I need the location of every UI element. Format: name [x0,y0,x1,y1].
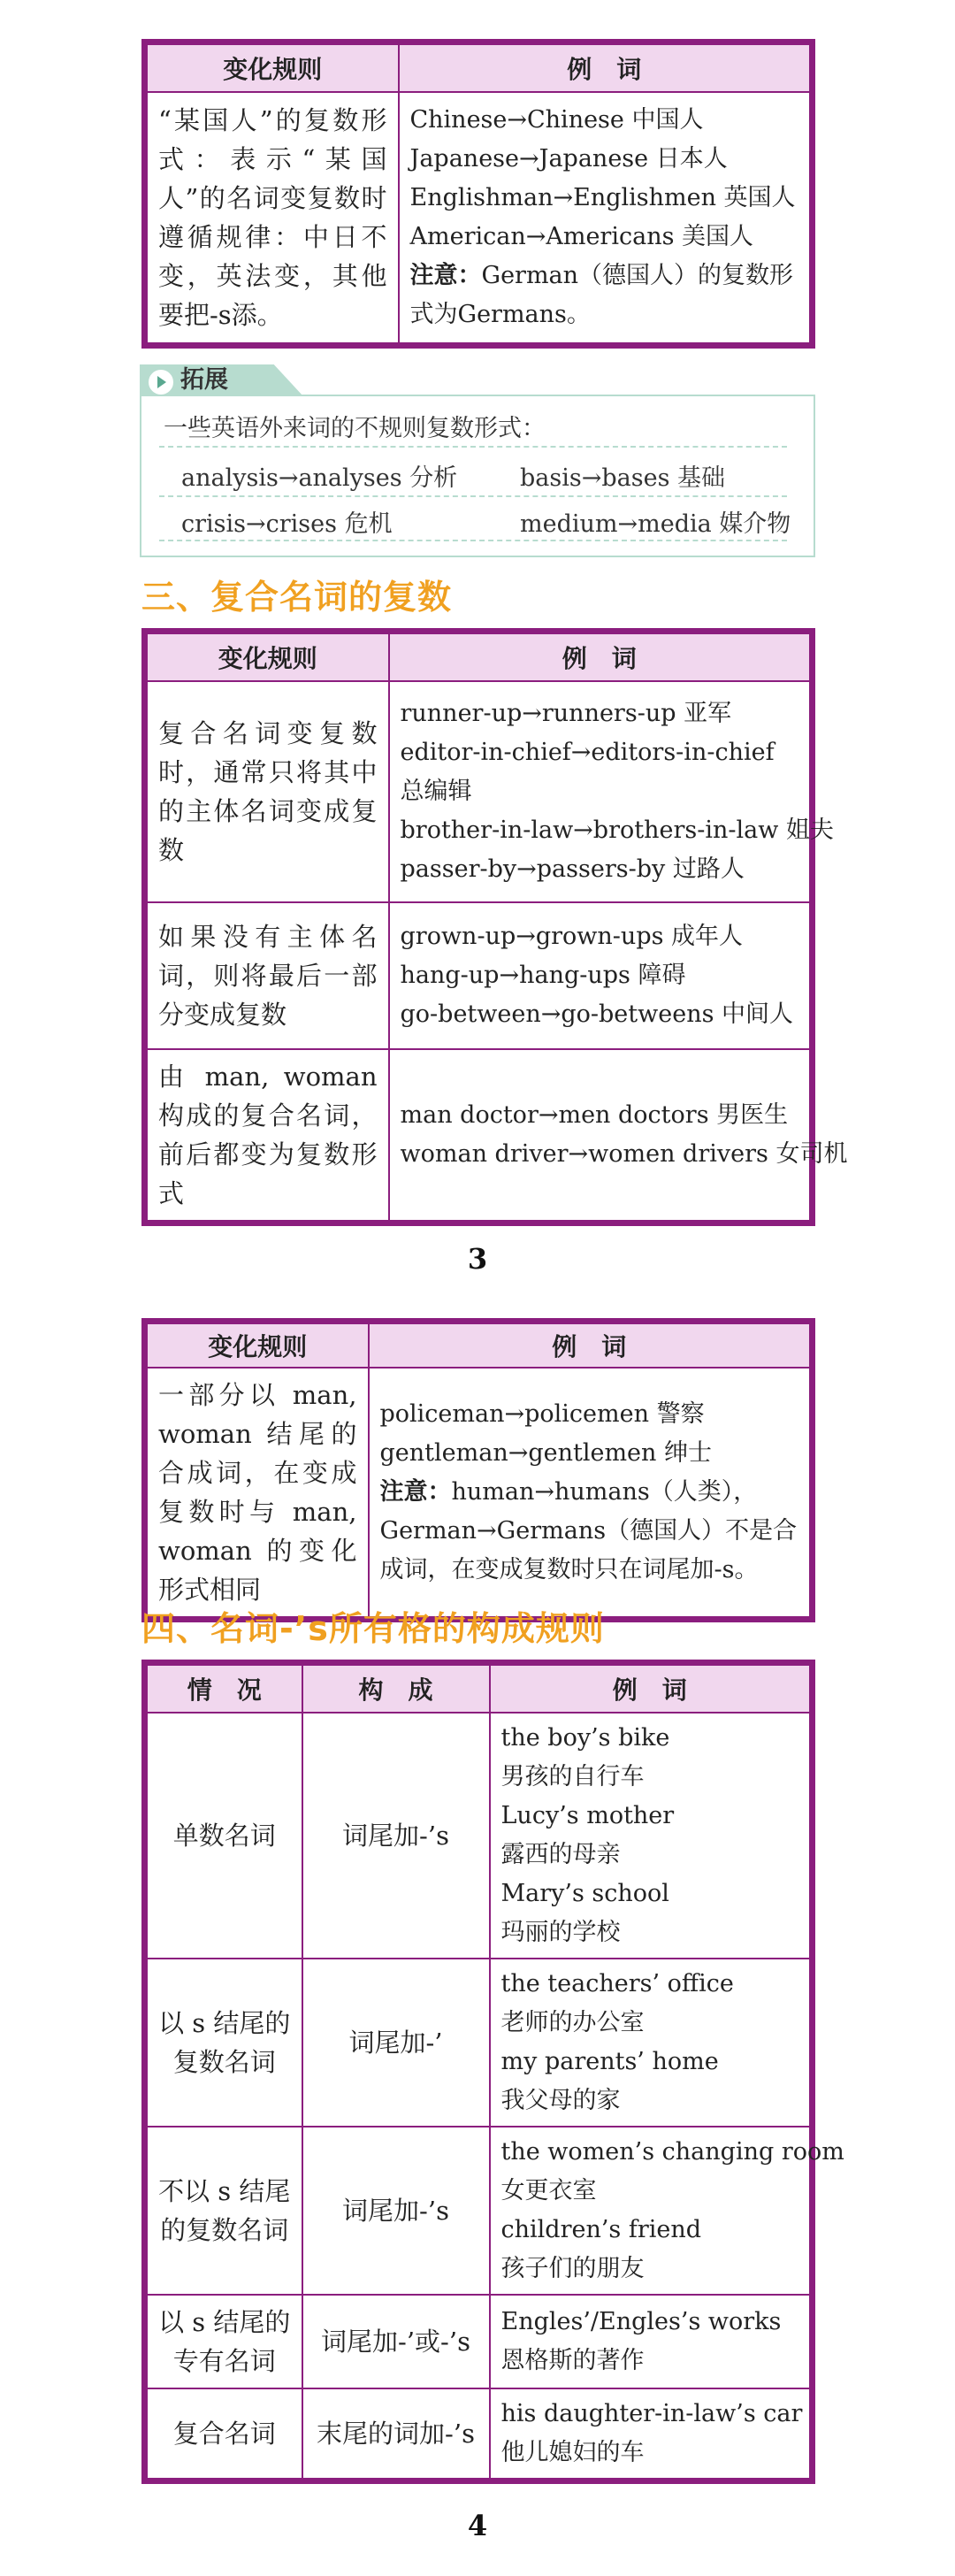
page-number: 4 [467,2509,488,2542]
example-line: 女更衣室 [500,2176,597,2204]
example-line: editor-in-chief→editors-in-chief 总编辑 [400,738,775,805]
example-line: Englishman→Englishmen 英国人 [409,183,796,211]
example-line: Engles’/Engles’s works [500,2307,782,2335]
note-text: human→humans（人类），German→Germans（德国人）不是合成词，在变成复数时只在词尾加-s。 [379,1477,798,1583]
example-line: 孩子们的朋友 [500,2254,645,2282]
formation-cell: 词尾加-’s [302,1713,490,1959]
note-label: 注意： [379,1477,452,1506]
formation-cell: 词尾加-’或-’s [302,2295,490,2388]
formation-cell: 词尾加-’ [302,1959,490,2127]
note-line [410,257,799,334]
note-label: 注意： [409,261,482,289]
divider [159,540,787,541]
situation-cell: 单数名词 [145,1713,302,1959]
example-line: the boy’s bike [500,1723,670,1752]
extension-label: 拓展 [180,366,228,394]
examples-cell [389,1049,848,1223]
example-line: Lucy’s mother [500,1801,675,1829]
rule-cell: 由 man, woman 构成的复合名词，前后都变为复数形式 [145,1049,389,1223]
extension-item: analysis→analyses 分析 [181,464,458,492]
note-text: German（德国人）的复数形式为Germans。 [409,261,794,328]
example-line: runner-up→runners-up 亚军 [400,699,732,727]
extension-intro: 一些英语外来词的不规则复数形式： [164,415,546,442]
situation-cell: 不以 s 结尾的复数名词 [145,2127,302,2295]
example-line: American→Americans 美国人 [409,222,754,250]
divider [159,495,787,497]
rule-cell: 复合名词变复数时，通常只将其中的主体名词变成复数 [145,681,389,902]
divider [159,446,787,448]
extension-item: crisis→crises 危机 [181,510,393,538]
formation-cell: 词尾加-’s [302,2127,490,2295]
example-line: woman driver→women drivers 女司机 [400,1139,848,1168]
examples-cell [490,1713,813,1959]
situation-cell: 复合名词 [145,2388,302,2481]
examples-cell [490,2388,813,2481]
compound-plural-table [141,628,848,1226]
page-number: 3 [467,1242,488,1276]
example-line: 老师的办公室 [500,2008,645,2036]
man-woman-compound-table [141,1318,815,1622]
formation-cell: 末尾的词加-’s [302,2388,490,2481]
example-line: grown-up→grown-ups 成年人 [400,922,744,950]
examples-cell [490,2295,813,2388]
example-line: go-between→go-betweens 中间人 [400,1000,794,1028]
header-rule: 变化规则 [145,1322,369,1368]
extension-item: basis→bases 基础 [520,464,726,492]
example-line: children’s friend [500,2215,702,2243]
examples-cell [399,92,813,346]
situation-cell: 以 s 结尾的专有名词 [145,2295,302,2388]
header-formation: 构 成 [302,1663,490,1713]
example-line: 我父母的家 [500,2086,621,2114]
example-line: Mary’s school [500,1879,669,1907]
example-line: 恩格斯的著作 [500,2346,645,2374]
extension-item: medium→media 媒介物 [520,510,791,538]
rule-cell: “某国人”的复数形式：表示“某国人”的名词变复数时遵循规律：中日不变，英法变，其他要把-s添。 [145,92,399,346]
header-examples: 例 词 [490,1663,813,1713]
possessive-table [141,1660,844,2484]
examples-cell [369,1368,813,1620]
example-line: my parents’ home [500,2047,719,2075]
example-line: the women’s changing room [500,2137,844,2166]
header-examples: 例 词 [399,42,813,92]
example-line: 他儿媳妇的车 [500,2438,645,2466]
example-line: man doctor→men doctors 男医生 [400,1100,789,1129]
header-examples: 例 词 [369,1322,813,1368]
header-situation: 情 况 [145,1663,302,1713]
section-title-possessive: 四、名词-’s所有格的构成规则 [141,1609,605,1648]
rule-cell: 如果没有主体名词，则将最后一部分变成复数 [145,902,389,1049]
example-line: gentleman→gentlemen 绅士 [379,1438,712,1467]
example-line: brother-in-law→brothers-in-law 姐夫 [400,816,834,844]
example-line: his daughter-in-law’s car [500,2399,803,2427]
note-line [380,1473,799,1590]
section-title-compound-plural: 三、复合名词的复数 [141,578,453,617]
example-line: the teachers’ office [500,1969,734,1997]
situation-cell: 以 s 结尾的复数名词 [145,1959,302,2127]
example-line: Japanese→Japanese 日本人 [409,144,728,172]
rule-cell: 一部分以 man, woman 结尾的合成词，在变成复数时与 man, woman 的变化形式相同 [145,1368,369,1620]
example-line: Chinese→Chinese 中国人 [409,105,704,134]
header-rule: 变化规则 [145,632,389,681]
examples-cell [389,681,834,902]
example-line: hang-up→hang-ups 障碍 [400,961,686,989]
example-line: 男孩的自行车 [500,1762,645,1790]
play-arrow-icon [149,370,173,395]
example-line: passer-by→passers-by 过路人 [400,855,745,883]
example-line: 露西的母亲 [500,1840,621,1868]
example-line: policeman→policemen 警察 [379,1399,705,1428]
examples-cell [490,1959,813,2127]
header-rule: 变化规则 [145,42,399,92]
header-examples: 例 词 [389,632,813,681]
example-line: 玛丽的学校 [500,1918,621,1946]
examples-cell [389,902,813,1049]
examples-cell [490,2127,844,2295]
nationality-plural-table [141,39,815,349]
